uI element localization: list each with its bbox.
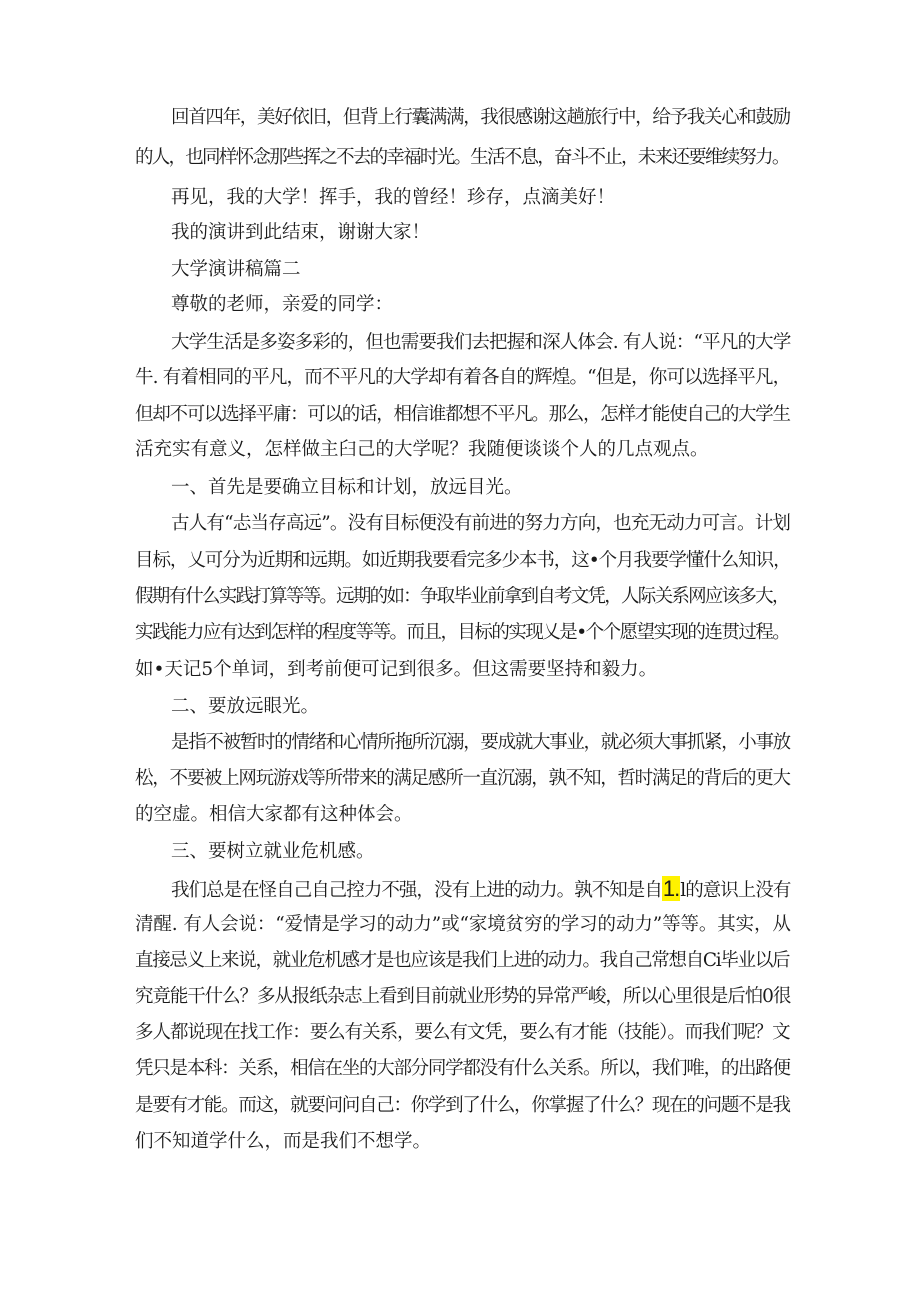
text-line: 古人有“忐当存高远”。没有目标便没有前进的努力方向，也充无动力可言。计划 bbox=[171, 513, 791, 534]
text-line: 一、首先是要确立目标和计划，放远目光。 bbox=[171, 477, 523, 498]
text-line: 实践能力应有达到怎样的程度等等。而且，目标的实现乂是•个个愿望实现的连贯过程。 bbox=[135, 622, 790, 643]
text-line: 三、要树立就业危机感。 bbox=[171, 841, 375, 862]
text-line: 究竟能干什么？多从报纸杂志上看到目前就业形势的异常严峻，所以心里很是后怕0很 bbox=[135, 986, 791, 1007]
text-line: 二、要放远眼光。 bbox=[171, 696, 320, 717]
text-line: 再见，我的大学！挥手，我的曾经！珍存，点滴美好！ bbox=[171, 187, 616, 208]
text-line: 牛. 有着相同的平凡，而不平凡的大学却有着各自的辉煌。“但是，你可以选择平凡， bbox=[135, 367, 791, 388]
text-line: 回首四年，美好依旧，但背上行囊满满，我很感谢这趟旅行中，给予我关心和鼓励 bbox=[171, 107, 790, 128]
text-line: 但却不可以选择平庸：可以的话，相信谁都想不平凡。那么，怎样才能使自己的大学生 bbox=[135, 404, 790, 425]
text-line: 我的演讲到此结束，谢谢大家！ bbox=[171, 222, 431, 243]
text-line: 如•天记5个单词，到考前便可记到很多。但这需要坚持和毅力。 bbox=[135, 659, 658, 680]
text-line-highlighted bbox=[171, 876, 790, 902]
text-line: 的人，也同样怀念那些挥之不去的幸福时光。生活不息，奋斗不止，未来还要维续努力。 bbox=[135, 147, 789, 168]
text-line: 们不知道学什么，而是我们不想学。 bbox=[135, 1131, 432, 1152]
text-line: 假期有什么实践打算等等。远期的如：争取毕业前拿到自考文凭，人际关系网应该多大， bbox=[135, 586, 789, 607]
text-line: 清醒. 有人会说：“爱情是学习的动力”或“家境贫穷的学习的动力”等等。其实，从 bbox=[135, 914, 791, 935]
text-line: 直接忌义上来说，就业危机感才是也应该是我们上进的动力。我自己常想自Ci毕业以后 bbox=[135, 950, 790, 971]
text-line: 大学生活是多姿多彩的，但也需要我们去把握和深人体会. 有人说：“平凡的大学 bbox=[171, 332, 791, 353]
text-line: 松，不要被上网玩游戏等所带来的满足感所一直沉溺，孰不知，哲时满足的背后的更大 bbox=[135, 768, 790, 789]
text-line: 大学演讲稿篇二 bbox=[171, 259, 301, 280]
text-line: 凭只是本科：关系，相信在坐的大部分同学都没有什么关系。所以，我们唯，的出路便 bbox=[135, 1058, 790, 1079]
text-line: 的空虚。相信大家都有这种体会。 bbox=[135, 804, 413, 825]
text-line: 是指不被暂时的情绪和心情所拖所沉溺，要成就大事业，就必须大事抓紧，小事放 bbox=[171, 732, 790, 753]
text-segment: l的意识上没有 bbox=[680, 880, 791, 901]
text-line: 目标，乂可分为近期和远期。如近期我要看完多少本书，这•个月我要学懂什么知识， bbox=[135, 550, 791, 571]
highlighted-text: 1. bbox=[662, 876, 680, 901]
text-segment: 我们总是在怪自己自己控力不强，没有上进的动力。孰不知是自 bbox=[171, 880, 662, 901]
text-line: 是要有才能。而这，就要问问自己：你学到了什么，你掌握了什么？现在的问题不是我 bbox=[135, 1095, 790, 1116]
text-line: 多人都说现在找工作：要么有关系，要么有文凭，要么有才能（技能）。而我们呢？文 bbox=[135, 1022, 790, 1043]
text-line: 尊敬的老师，亲爱的同学： bbox=[171, 294, 394, 315]
text-line: 活充实有意义，怎样做主臼己的大学呢？我随便谈谈个人的几点观点。 bbox=[135, 439, 709, 460]
